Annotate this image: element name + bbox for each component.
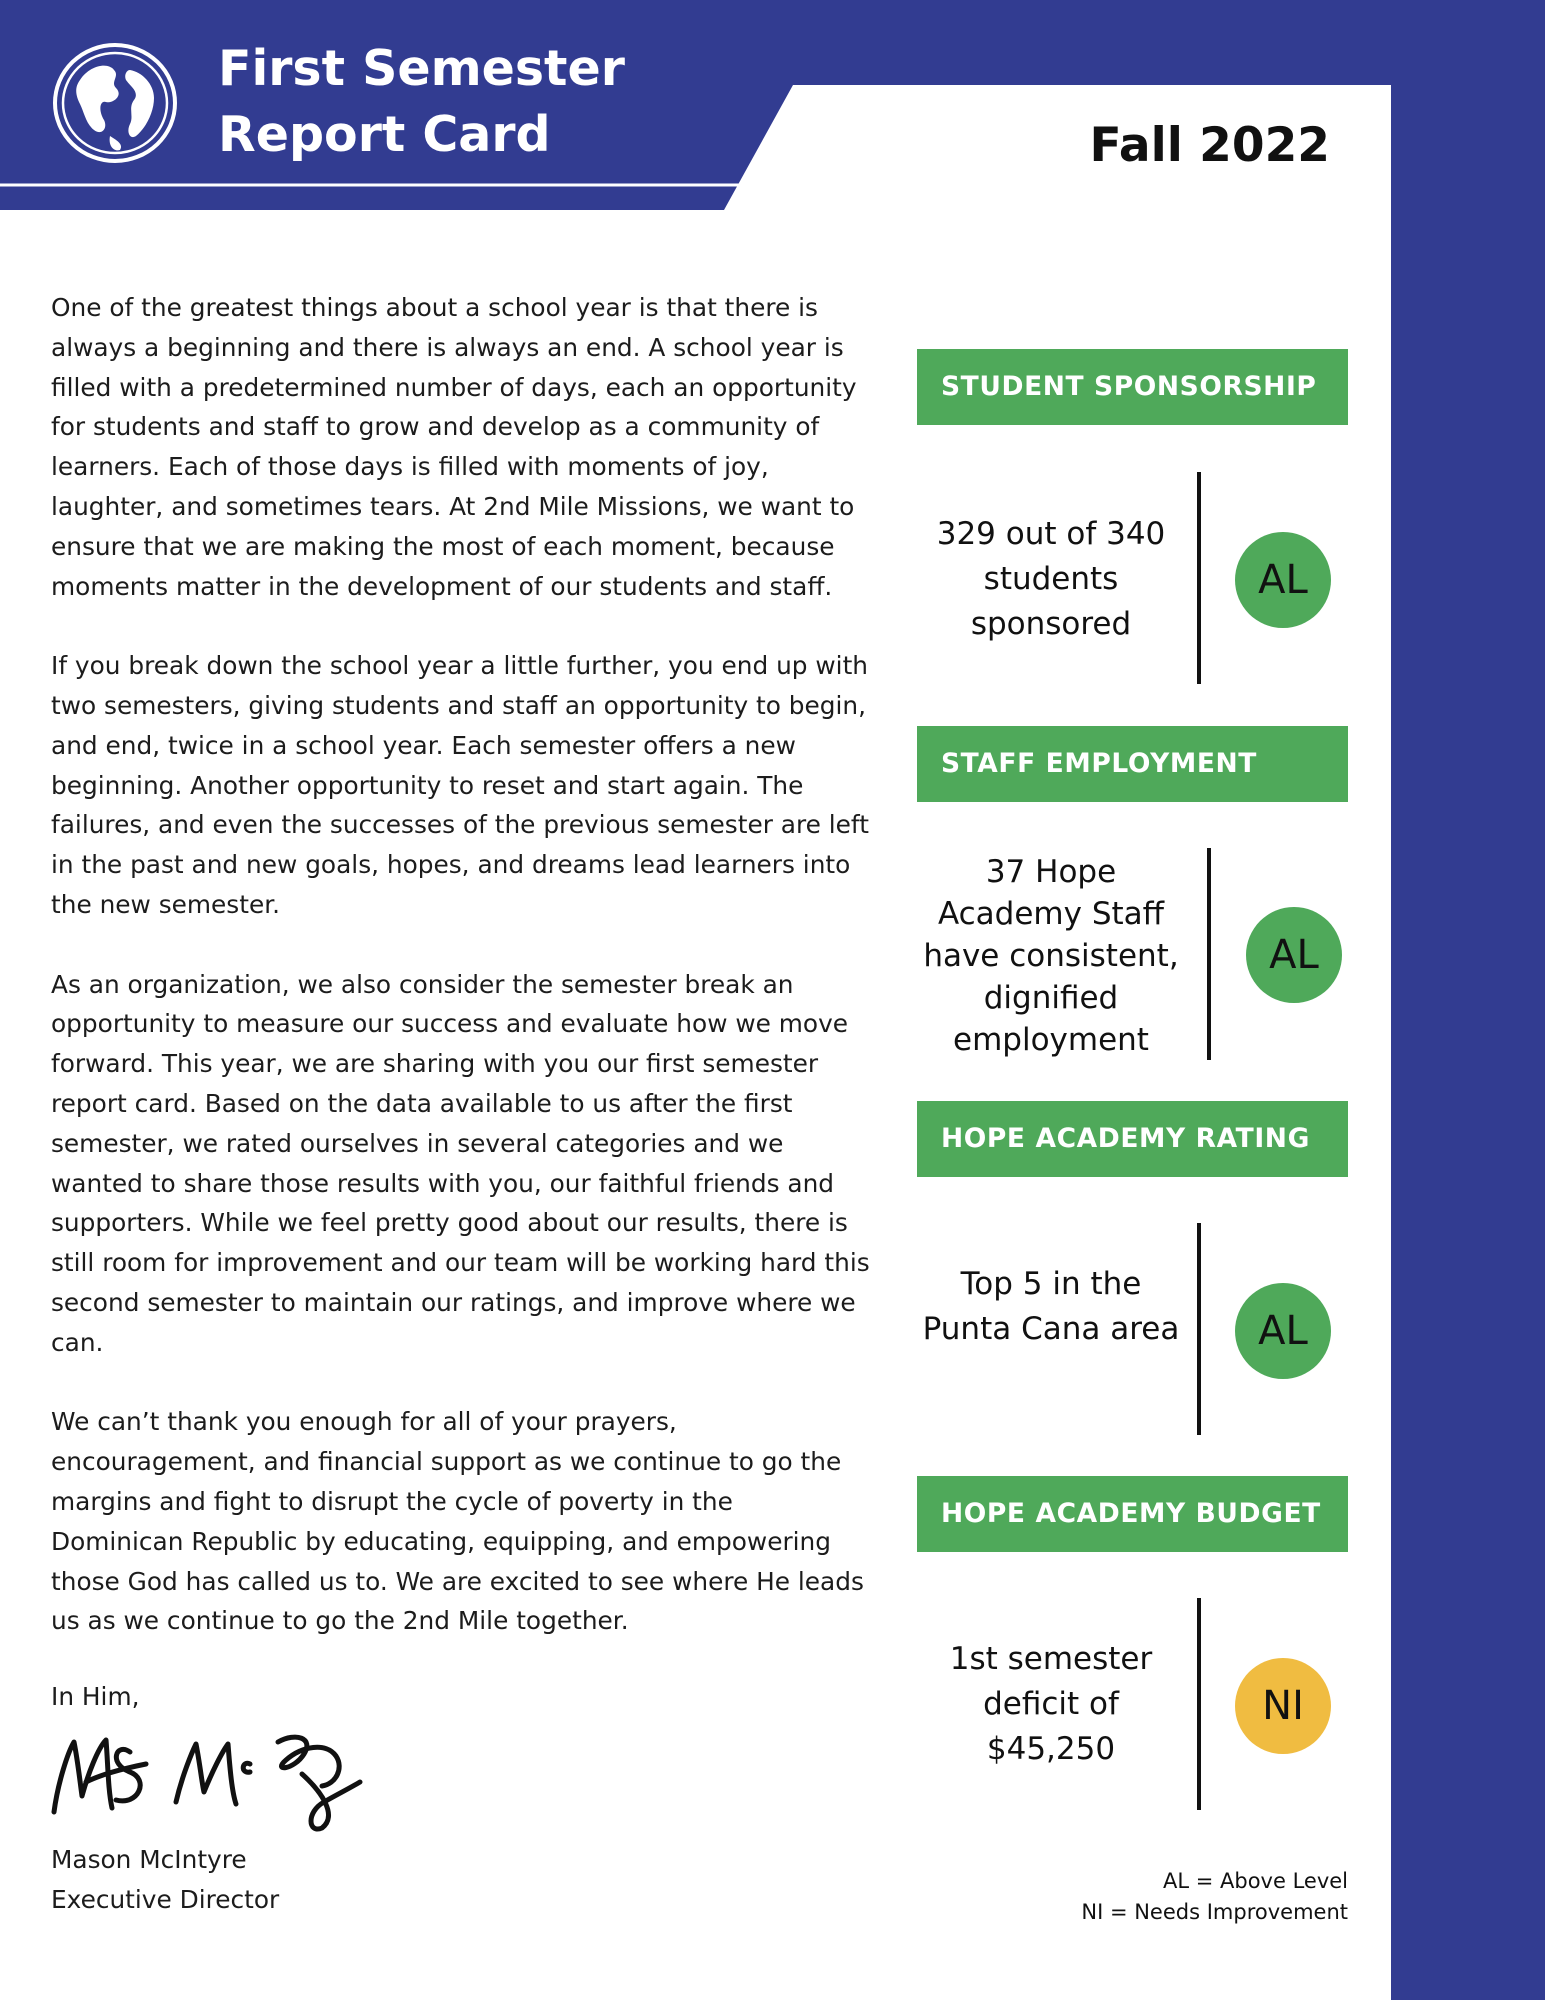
letter-closing: In Him,: [51, 1682, 140, 1711]
category-divider: [1197, 1223, 1201, 1435]
rating-badge: AL: [1235, 532, 1331, 628]
signer-name: Mason McIntyre: [51, 1845, 247, 1874]
category-stat: 329 out of 340 students sponsored: [936, 516, 1166, 642]
letter-paragraph: As an organization, we also consider the semester break an opportunity to measure our success and evaluate how we move forward. This year, we are sharing with you our first semester report card. Based on the data available to us after the first semester, we rated ourselves in several categories and we wanted to share those results with you, our faithful friends and supporters. While we feel pretty good about our results, there is still room for improvement and our team will be working hard this second semester to maintain our ratings, and improve where we can.: [51, 969, 870, 1357]
category-divider: [1207, 848, 1211, 1060]
category-divider: [1197, 1598, 1201, 1810]
signer-block: [51, 1840, 279, 1920]
category-stat: 37 Hope Academy Staff have consistent, dignified employment: [923, 854, 1179, 1058]
category-header-staff-employment: STAFF EMPLOYMENT: [917, 726, 1348, 802]
category-divider: [1197, 472, 1201, 684]
rating-badge: AL: [1246, 907, 1342, 1003]
category-stat: Top 5 in the Punta Cana area: [922, 1266, 1180, 1347]
letter-body: [51, 288, 871, 1681]
title-line-1: First Semester: [218, 40, 625, 97]
rating-legend: [1000, 1866, 1348, 1928]
header-banner: [0, 0, 1391, 210]
category-header-hope-academy-budget: HOPE ACADEMY BUDGET: [917, 1476, 1348, 1552]
letter-paragraph: One of the greatest things about a school year is that there is always a beginning and there is always an end. A school year is filled with a predetermined number of days, each an opportunity for students and staff to grow and develop as a community of learners. Each of those days is filled with moments of joy, laughter, and sometimes tears. At 2nd Mile Missions, we want to ensure that we are making the most of each moment, because moments matter in the development of our students and staff.: [51, 293, 857, 601]
letter-paragraph: If you break down the school year a little further, you end up with two semesters, giving students and staff an opportunity to begin, and end, twice in a school year. Each semester offers a new beginning. Another opportunity to reset and start again. The failures, and even the successes of the previous semester are left in the past and new goals, hopes, and dreams lead learners into the new semester.: [51, 651, 869, 919]
category-header-student-sponsorship: STUDENT SPONSORSHIP: [917, 349, 1348, 425]
category-stat: 1st semester deficit of $45,250: [949, 1641, 1153, 1767]
page-title: [218, 36, 625, 168]
signature-image: [46, 1712, 416, 1832]
term-label: Fall 2022: [1089, 118, 1330, 173]
title-line-2: Report Card: [218, 106, 551, 163]
legend-above-level: AL = Above Level: [1162, 1869, 1348, 1893]
right-color-band: [1391, 0, 1545, 2000]
legend-needs-improvement: NI = Needs Improvement: [1081, 1900, 1348, 1924]
globe-icon: [50, 40, 180, 166]
category-header-hope-academy-rating: HOPE ACADEMY RATING: [917, 1101, 1348, 1177]
signer-title: Executive Director: [51, 1884, 280, 1914]
rating-badge: AL: [1235, 1283, 1331, 1379]
rating-badge: NI: [1235, 1658, 1331, 1754]
letter-paragraph: We can’t thank you enough for all of your prayers, encouragement, and financial support as we continue to go the margins and fight to disrupt the cycle of poverty in the Dominican Republic by educating, equipping, and empowering those God has called us to. We are excited to see where He leads us as we continue to go the 2nd Mile together.: [51, 1407, 864, 1636]
